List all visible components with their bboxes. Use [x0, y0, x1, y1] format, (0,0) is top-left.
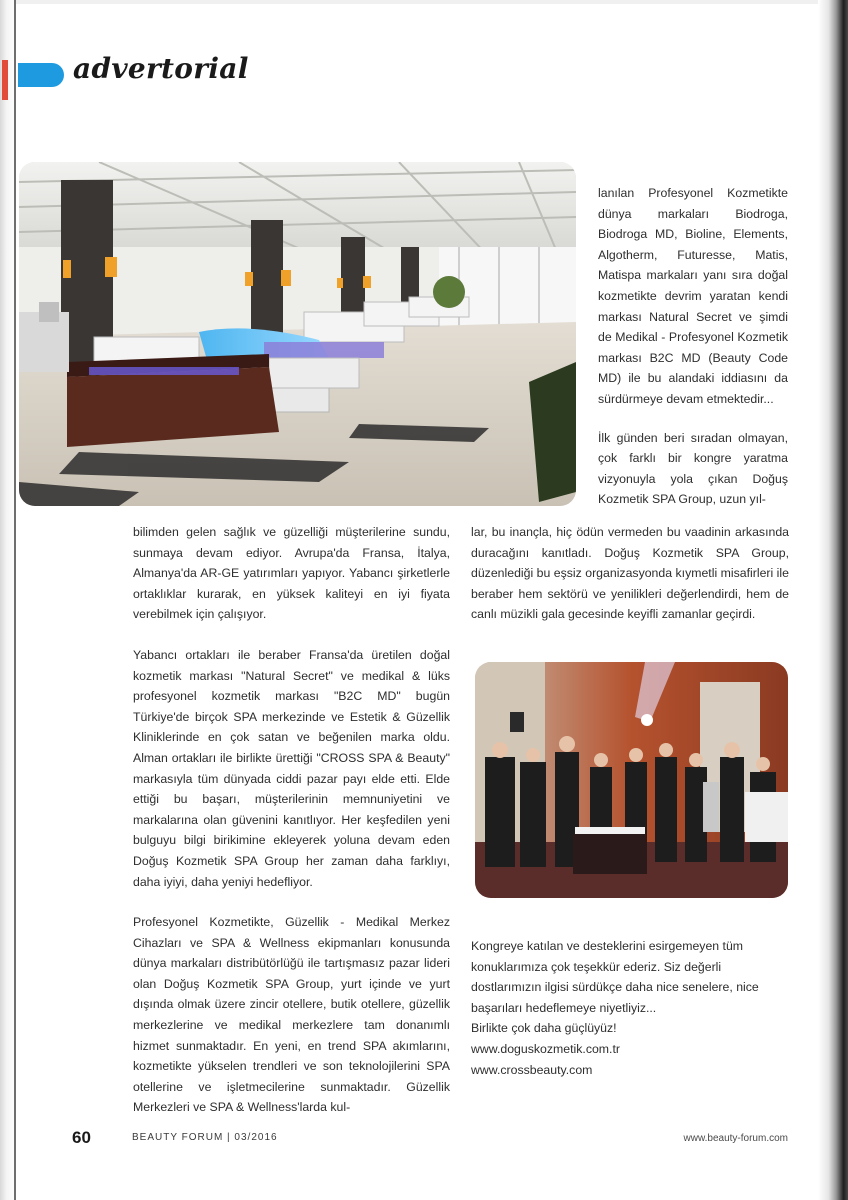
scan-right-edge — [818, 0, 848, 1200]
website-link-crossbeauty[interactable]: www.crossbeauty.com — [471, 1062, 593, 1077]
website-link-dogus[interactable]: www.doguskozmetik.com.tr — [471, 1041, 620, 1056]
article-column-left — [133, 522, 450, 1118]
paragraph-brands: lanılan Profesyonel Kozmetikte dünya markaları Biodroga, Biodroga MD, Bioline, Elements, Algotherm, Futuresse, Matis, Matispa markaları yanı sıra doğal kozmetikte devrim yaratan kendi markası Natural Secret ve şimdi de Medikal - Profesyonel Kozmetik markası B2C MD (Beauty Code MD) ile bu alandaki iddiasını da sürdürmeye devam etmektedir... — [598, 186, 788, 406]
paragraph-congress-vision: İlk günden beri sıradan olmayan, çok farklı bir kongre yaratma vizyonuyla yola çıkan Doğuş Kozmetik SPA Group, uzun yıl- — [598, 430, 788, 507]
paragraph-science-health: bilimden gelen sağlık ve güzelliği müşterilerine sundu, sunmaya devam ediyor. Avrupa'da Fransa, İtalya, Almanya'da AR-GE yatırımları yapıyor. Yabancı şirketlerle ortaklıklar kurarak, en yüksek kaliteyi en iyi fiyata verebilmek için çalışıyor. — [133, 525, 450, 622]
page-binding-line — [14, 0, 16, 1200]
section-color-tab — [18, 63, 64, 87]
article-column-right-top — [598, 183, 788, 510]
paragraph-thanks: Kongreye katılan ve desteklerini esirgemeyen tüm konuklarımıza çok teşekkür ederiz. Siz değerli dostlarımızın ilgisi sürdükçe daha nice senelere, nice başarıları hedeflemeye niyetliyiz... — [471, 939, 759, 1015]
section-title: advertorial — [73, 52, 249, 85]
article-column-right-bottom — [471, 936, 789, 1080]
spa-showroom-photo — [19, 162, 576, 506]
magazine-issue: BEAUTY FORUM | 03/2016 — [132, 1132, 278, 1143]
magazine-website[interactable]: www.beauty-forum.com — [683, 1133, 788, 1144]
gala-event-photo — [475, 662, 788, 898]
paragraph-gala-night: lar, bu inançla, hiç ödün vermeden bu vaadinin arkasında duracağını kanıtladı. Doğuş Kozmetik SPA Group, düzenlediği bu eşsiz organizasyonda kıymetli misafirleri ile beraber hem sektörü ve yenilikleri değerlendirdi, hem de canlı müzikli gala gecesinde keyifli zamanlar geçirdi. — [471, 525, 789, 622]
article-column-right-middle — [471, 522, 789, 625]
page-number: 60 — [72, 1128, 91, 1147]
paragraph-market-leader: Profesyonel Kozmetikte, Güzellik - Medikal Merkez Cihazları ve SPA & Wellness ekipmanları konusunda dünya markaları distribütörlüğü ile tartışmasız pazar lideri olan Doğuş Kozmetik SPA Group, yurt içinde ve yurt dışında olmak üzere zincir otellere, butik otellere, güzellik merkezlerine ve medikal merkezlere tam donanımlı hizmet sunmaktadır. En yeni, en trend SPA akımlarını, kozmetikte yükselen trendleri ve son teknolojilerini SPA otellerine ve işletmecilerine sunmaktadır. Güzellik Merkezleri ve SPA & Wellness'larda kul- — [133, 915, 450, 1115]
paragraph-natural-secret: Yabancı ortakları ile beraber Fransa'da üretilen doğal kozmetik markası "Natural Secret" ve medikal & lüks profesyonel kozmetik markası "B2C MD" bugün Türkiye'de birçok SPA merkezinde ve Estetik & Güzellik Kliniklerinde en çok satan ve beğenilen marka oldu. Alman ortakları ile birlikte ürettiği "CROSS SPA & Beauty" markasıyla tüm dünyada ciddi pazar payı elde etti. Elde ettiği bu başarı, müşterilerinin memnuniyetini ve markalarına olan güvenini kanıtlıyor. Her keşfedilen yeni bulguyu bilgi birikimine ekleyerek yoluna devam eden Doğuş Kozmetik SPA Group her zaman daha farklıyı, daha iyiyi, daha yeniyi hedefliyor. — [133, 647, 450, 889]
scan-top-edge — [0, 0, 848, 4]
binding-color-mark — [2, 60, 8, 100]
closing-line: Birlikte çok daha güçlüyüz! — [471, 1021, 617, 1036]
